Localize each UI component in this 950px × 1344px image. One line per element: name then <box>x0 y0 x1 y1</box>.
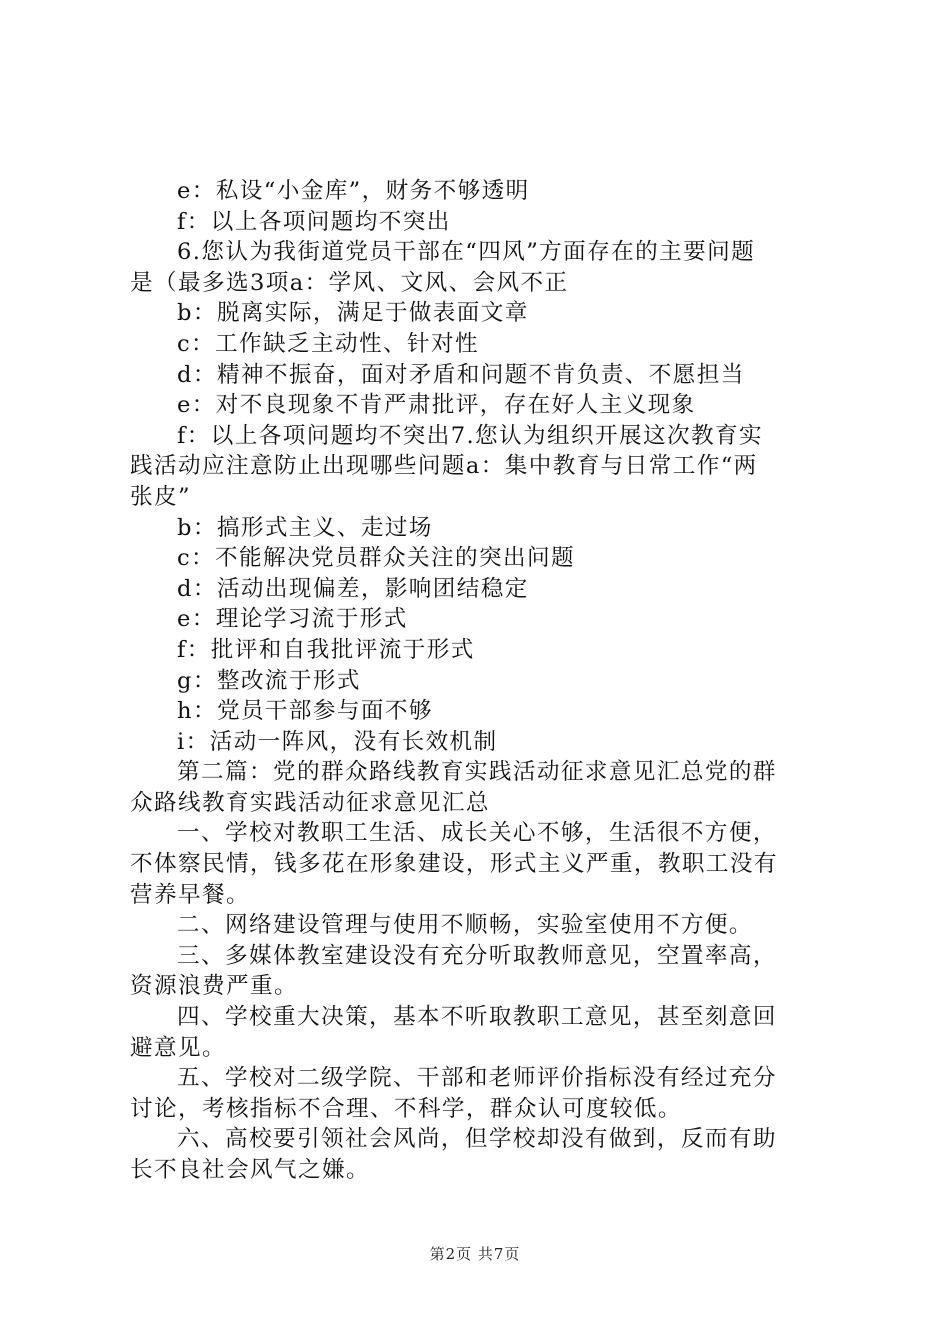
text-line: f：以上各项问题均不突出 <box>177 208 451 235</box>
text-line: 不体察民情，钱多花在形象建设，形式主义严重，教职工没有 <box>130 851 778 878</box>
text-line: c：不能解决党员群众关注的突出问题 <box>177 545 575 572</box>
text-line: 营养早餐。 <box>130 881 250 908</box>
text-line: 长不良社会风气之嫌。 <box>130 1157 370 1183</box>
text-line: 二、网络建设管理与使用不顺畅，实验室使用不方便。 <box>177 912 753 939</box>
text-line: c：工作缺乏主动性、针对性 <box>177 330 479 357</box>
text-line: 张皮” <box>130 483 191 510</box>
text-line: 五、学校对二级学院、干部和老师评价指标没有经过充分 <box>177 1065 777 1092</box>
text-line: b：搞形式主义、走过场 <box>177 514 433 541</box>
text-line: b：脱离实际，满足于做表面文章 <box>177 300 529 327</box>
text-line: 一、学校对教职工生活、成长关心不够，生活很不方便， <box>177 820 777 847</box>
text-line: 三、多媒体教室建设没有充分听取教师意见，空置率高， <box>177 942 777 969</box>
text-line: 讨论，考核指标不合理、不科学，群众认可度较低。 <box>130 1095 682 1122</box>
text-line: e：对不良现象不肯严肃批评，存在好人主义现象 <box>177 392 696 419</box>
text-line: d：精神不振奋，面对矛盾和问题不肯负责、不愿担当 <box>177 361 745 388</box>
text-line: 6.您认为我街道党员干部在“四风”方面存在的主要问题 <box>177 239 756 266</box>
text-line: 众路线教育实践活动征求意见汇总 <box>130 789 490 816</box>
text-line: i：活动一阵风，没有长效机制 <box>177 728 498 755</box>
text-line: 资源浪费严重。 <box>130 973 298 1000</box>
text-line: 是（最多选3项a：学风、文风、会风不正 <box>130 269 569 296</box>
text-line: g：整改流于形式 <box>177 667 361 694</box>
page-footer: 第2页 共7页 <box>429 1245 521 1263</box>
text-line: 第二篇：党的群众路线教育实践活动征求意见汇总党的群 <box>177 759 777 786</box>
document-body <box>130 176 830 1186</box>
text-line: 践活动应注意防止出现哪些问题a：集中教育与日常工作“两 <box>130 453 758 480</box>
text-line: e：私设“小金库”，财务不够透明 <box>177 178 530 204</box>
text-line: 避意见。 <box>130 1034 226 1061</box>
text-line: d：活动出现偏差，影响团结稳定 <box>177 575 529 602</box>
text-line: f：以上各项问题均不突出7.您认为组织开展这次教育实 <box>177 422 763 449</box>
text-line: e：理论学习流于形式 <box>177 606 408 633</box>
text-line: f：批评和自我批评流于形式 <box>177 636 475 663</box>
text-line: h：党员干部参与面不够 <box>177 698 433 725</box>
text-line: 六、高校要引领社会风尚，但学校却没有做到，反而有助 <box>177 1126 777 1153</box>
text-line: 四、学校重大决策，基本不听取教职工意见，甚至刻意回 <box>177 1004 777 1031</box>
